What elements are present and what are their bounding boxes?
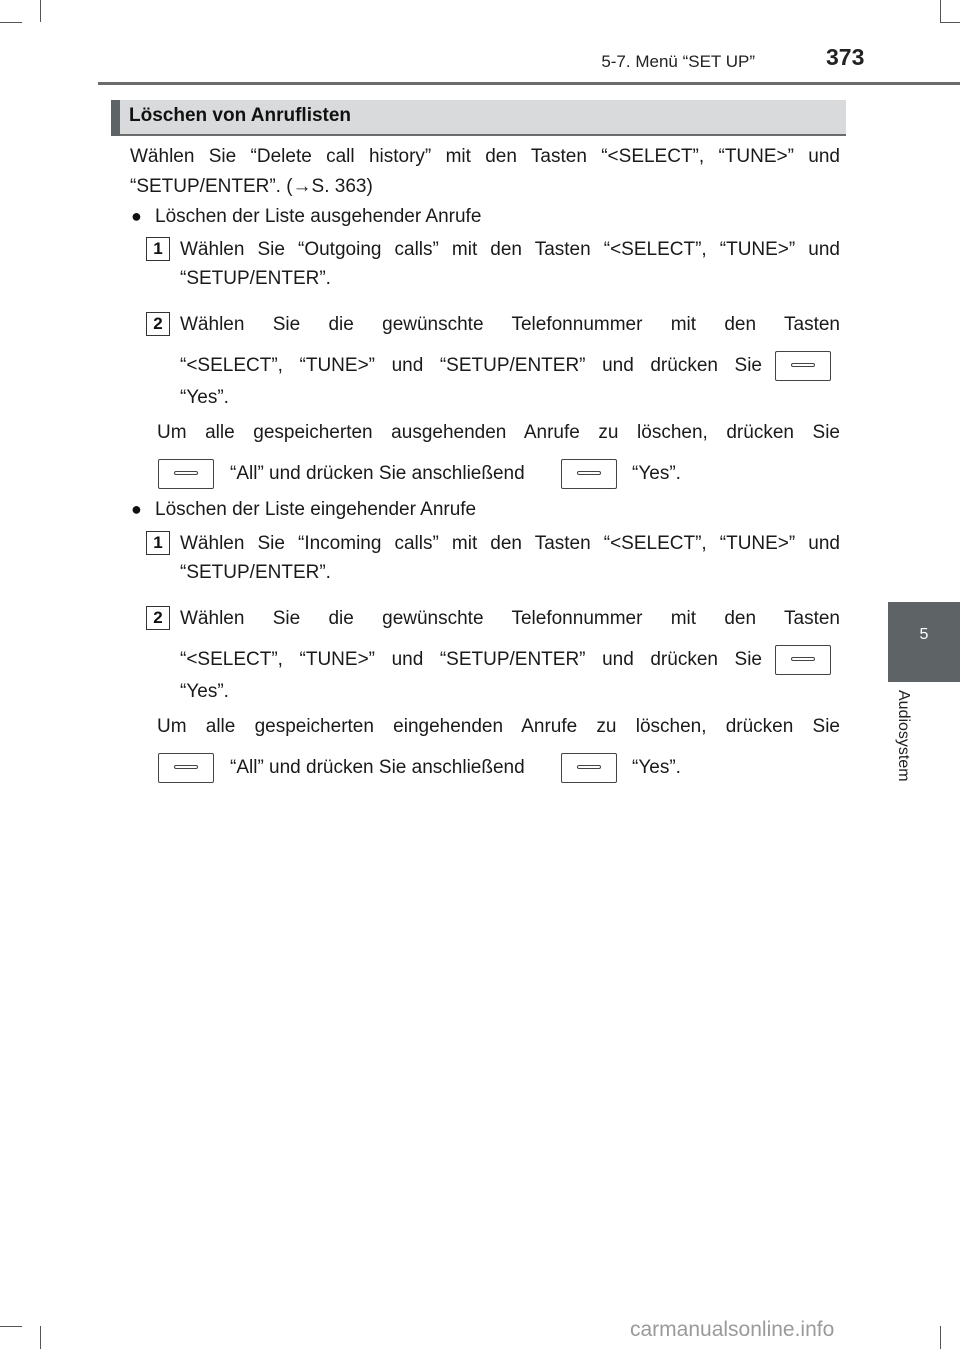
crop-mark — [0, 22, 22, 23]
intro-line-2: “SETUP/ENTER”. (→S. 363) — [130, 176, 373, 197]
step-number-badge: 1 — [146, 237, 170, 261]
enter-button-icon — [158, 459, 214, 489]
incoming-step2-line-1: Wählen Sie die gewünschte Telefonnummer mit den Tasten — [180, 608, 840, 629]
footer-watermark: carmanualsonline.info — [630, 1318, 835, 1341]
enter-button-icon — [561, 459, 617, 489]
step-number-badge: 2 — [146, 312, 170, 336]
outgoing-note-line-1: Um alle gespeicherten ausgehenden Anrufe zu löschen, drücken Sie — [157, 422, 840, 443]
crop-mark — [40, 0, 41, 22]
bullet-icon: ● — [131, 499, 142, 519]
outgoing-step2-line-3: “Yes”. — [180, 387, 229, 408]
chapter-tab-number: 5 — [919, 626, 929, 643]
enter-button-icon — [775, 351, 831, 381]
bullet-icon: ● — [131, 206, 142, 226]
outgoing-step2-line-1: Wählen Sie die gewünschte Telefonnummer mit den Tasten — [180, 314, 840, 335]
crop-mark — [940, 1326, 941, 1349]
step-number-badge: 2 — [146, 606, 170, 630]
outgoing-step1-line-1: Wählen Sie “Outgoing calls” mit den Tasten “<SELECT”, “TUNE>” und — [180, 239, 840, 260]
incoming-step2-line-2: “<SELECT”, “TUNE>” und “SETUP/ENTER” und drücken Sie — [180, 649, 762, 670]
intro-line-1: Wählen Sie “Delete call history” mit den Tasten “<SELECT”, “TUNE>” und — [130, 146, 840, 167]
incoming-step1-line-1: Wählen Sie “Incoming calls” mit den Tasten “<SELECT”, “TUNE>” und — [180, 533, 840, 554]
crop-mark — [0, 1326, 22, 1327]
incoming-note-line-2a: “All” und drücken Sie anschließend — [230, 757, 525, 778]
section-title: Löschen von Anruflisten — [129, 105, 352, 126]
header-rule — [98, 82, 960, 85]
crop-mark — [940, 22, 960, 23]
step-number-badge: 1 — [146, 531, 170, 555]
incoming-note-line-2b: “Yes”. — [632, 757, 681, 778]
chapter-tab-label-wrap — [894, 690, 918, 800]
outgoing-note-line-2b: “Yes”. — [632, 463, 681, 484]
page-number: 373 — [826, 44, 865, 70]
outgoing-heading: Löschen der Liste ausgehender Anrufe — [155, 206, 482, 227]
incoming-note-line-1: Um alle gespeicherten eingehenden Anrufe zu löschen, drücken Sie — [157, 716, 840, 737]
incoming-step2-line-3: “Yes”. — [180, 681, 229, 702]
enter-button-icon — [561, 753, 617, 783]
outgoing-step1-line-2: “SETUP/ENTER”. — [180, 268, 331, 289]
incoming-heading: Löschen der Liste eingehender Anrufe — [155, 499, 477, 520]
enter-button-icon — [158, 753, 214, 783]
chapter-title: 5-7. Menü “SET UP” — [601, 52, 755, 71]
chapter-tab-label: Audiosystem — [895, 690, 912, 782]
section-header-bar — [111, 100, 120, 136]
outgoing-note-line-2a: “All” und drücken Sie anschließend — [230, 463, 525, 484]
outgoing-step2-line-2: “<SELECT”, “TUNE>” und “SETUP/ENTER” und drücken Sie — [180, 355, 762, 376]
incoming-step1-line-2: “SETUP/ENTER”. — [180, 562, 331, 583]
crop-mark — [940, 0, 941, 22]
crop-mark — [40, 1326, 41, 1349]
enter-button-icon — [775, 645, 831, 675]
